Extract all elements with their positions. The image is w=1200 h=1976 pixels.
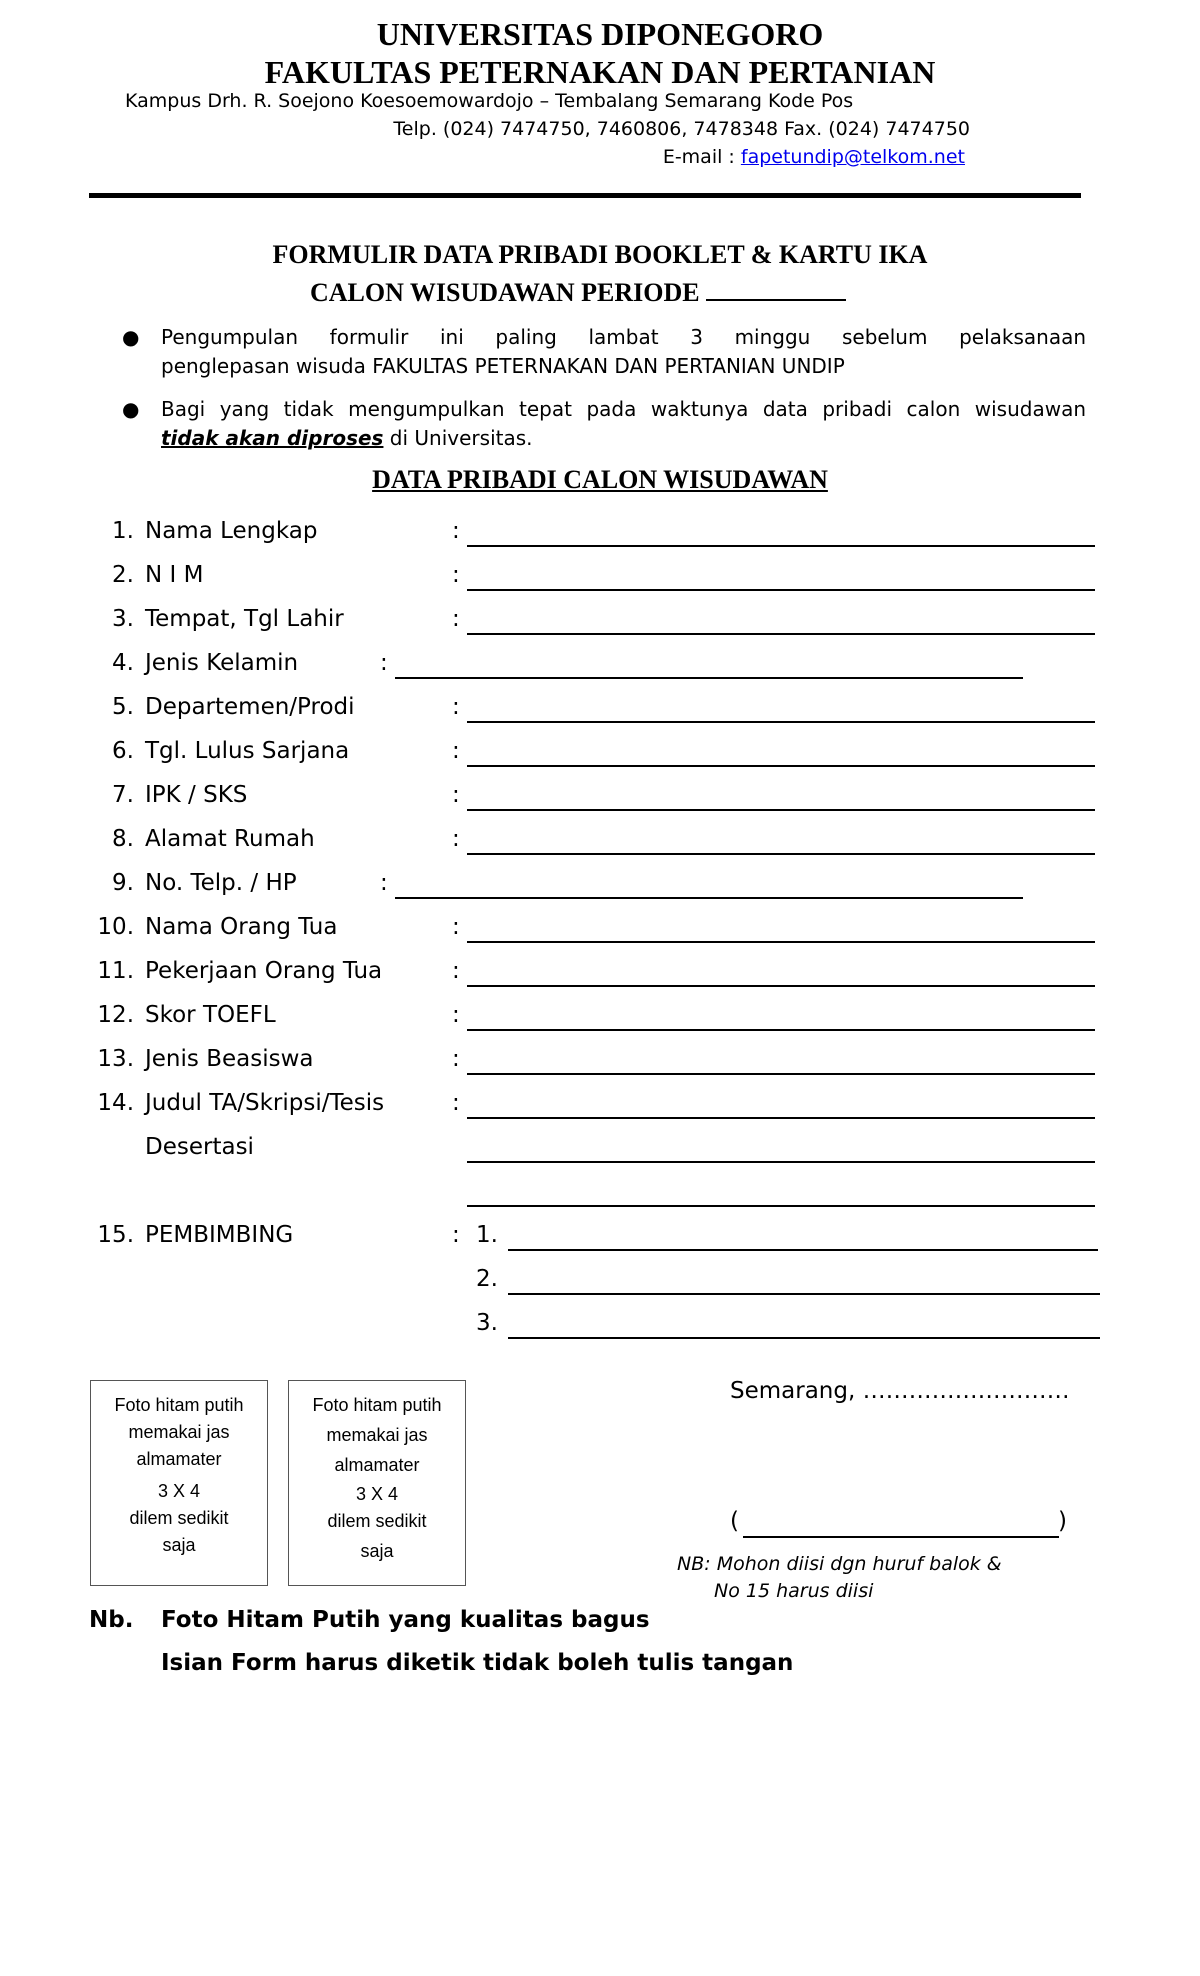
- note-rest: di Universitas.: [383, 426, 533, 450]
- field-number: 9.: [112, 870, 134, 896]
- field-colon: :: [452, 606, 460, 632]
- field-colon: :: [452, 826, 460, 852]
- form-title: FORMULIR DATA PRIBADI BOOKLET & KARTU IKA: [272, 240, 928, 269]
- telp-hp-field[interactable]: [395, 897, 1023, 899]
- tempat-tgl-lahir-field[interactable]: [467, 633, 1095, 635]
- alamat-rumah-field[interactable]: [467, 853, 1095, 855]
- judul-ta-field-line-3[interactable]: [467, 1205, 1095, 1207]
- field-colon: :: [452, 1002, 460, 1028]
- field-number: 13.: [97, 1046, 134, 1072]
- place-date: Semarang, ………………………: [730, 1378, 1070, 1404]
- field-label-jenis-beasiswa: Jenis Beasiswa: [145, 1046, 314, 1072]
- pembimbing-number: 3.: [476, 1310, 498, 1336]
- judul-ta-field-line-2[interactable]: [467, 1161, 1095, 1163]
- field-colon: :: [452, 958, 460, 984]
- pembimbing-number: 1.: [476, 1222, 498, 1248]
- photo-note-line: 3 X 4: [355, 1484, 399, 1504]
- field-number: 6.: [112, 738, 134, 764]
- photo-note-line: almamater: [136, 1449, 222, 1469]
- field-number: 2.: [112, 562, 134, 588]
- note-line: Bagi yang tidak mengumpulkan tepat pada waktunya data pribadi calon wisudawan: [161, 397, 1086, 421]
- fill-instruction: NB: Mohon diisi dgn huruf balok &: [677, 1553, 1002, 1575]
- form-subtitle-text: CALON WISUDAWAN PERIODE: [310, 278, 700, 307]
- photo-placeholder-box: [90, 1380, 268, 1586]
- email-label: E-mail :: [662, 146, 741, 168]
- note-line: [161, 424, 1086, 453]
- photo-note-line: saja: [162, 1535, 196, 1555]
- field-number: 8.: [112, 826, 134, 852]
- pembimbing-number: 2.: [476, 1266, 498, 1292]
- note-emphasis: tidak akan diproses: [161, 426, 384, 450]
- field-colon: :: [452, 782, 460, 808]
- field-label-departemen-prodi: Departemen/Prodi: [145, 694, 355, 720]
- photo-note-line: almamater: [334, 1455, 420, 1475]
- field-number: 12.: [97, 1002, 134, 1028]
- footer-note: Isian Form harus diketik tidak boleh tulis tangan: [161, 1650, 794, 1676]
- field-label-tempat-tgl-lahir: Tempat, Tgl Lahir: [145, 606, 344, 632]
- field-label-jenis-kelamin: Jenis Kelamin: [145, 650, 299, 676]
- photo-note-line: memakai jas: [326, 1425, 428, 1445]
- field-colon: :: [452, 1046, 460, 1072]
- nim-field[interactable]: [467, 589, 1095, 591]
- field-label-tgl-lulus: Tgl. Lulus Sarjana: [145, 738, 350, 764]
- field-colon: :: [452, 1090, 460, 1116]
- field-number: 3.: [112, 606, 134, 632]
- signature-field[interactable]: [743, 1536, 1059, 1538]
- field-number: 11.: [97, 958, 134, 984]
- periode-blank[interactable]: [706, 275, 846, 301]
- section-title: DATA PRIBADI CALON WISUDAWAN: [372, 465, 828, 494]
- field-label-nim: N I M: [145, 562, 204, 588]
- photo-note-line: memakai jas: [128, 1422, 230, 1442]
- university-name: UNIVERSITAS DIPONEGORO: [376, 16, 824, 52]
- header-divider: [89, 193, 1081, 198]
- email-line: [663, 146, 965, 168]
- photo-note-line: Foto hitam putih: [312, 1395, 442, 1415]
- note-line: Pengumpulan formulir ini paling lambat 3 minggu sebelum pelaksanaan: [161, 325, 1086, 349]
- jenis-kelamin-field[interactable]: [395, 677, 1023, 679]
- pekerjaan-orang-tua-field[interactable]: [467, 985, 1095, 987]
- field-colon: :: [452, 694, 460, 720]
- field-colon: :: [452, 914, 460, 940]
- field-number: 4.: [112, 650, 134, 676]
- signature-paren-close: ): [1058, 1508, 1067, 1534]
- departemen-prodi-field[interactable]: [467, 721, 1095, 723]
- field-colon: :: [380, 870, 388, 896]
- field-number: 7.: [112, 782, 134, 808]
- field-label-nama-lengkap: Nama Lengkap: [145, 518, 318, 544]
- field-number: 5.: [112, 694, 134, 720]
- email-link[interactable]: fapetundip@telkom.net: [740, 146, 965, 168]
- field-colon: :: [452, 518, 460, 544]
- signature-paren-open: (: [730, 1508, 739, 1534]
- field-label-nama-orang-tua: Nama Orang Tua: [145, 914, 338, 940]
- field-label-pekerjaan-orang-tua: Pekerjaan Orang Tua: [145, 958, 383, 984]
- note-item-late: [161, 395, 1086, 453]
- nama-lengkap-field[interactable]: [467, 545, 1095, 547]
- skor-toefl-field[interactable]: [467, 1029, 1095, 1031]
- field-number: 10.: [97, 914, 134, 940]
- form-subtitle: [310, 275, 846, 308]
- faculty-name: FAKULTAS PETERNAKAN DAN PERTANIAN: [264, 54, 936, 90]
- pembimbing-3-field[interactable]: [508, 1337, 1100, 1339]
- footer-note: Foto Hitam Putih yang kualitas bagus: [161, 1607, 650, 1633]
- nama-orang-tua-field[interactable]: [467, 941, 1095, 943]
- field-number: 14.: [97, 1090, 134, 1116]
- jenis-beasiswa-field[interactable]: [467, 1073, 1095, 1075]
- photo-note-line: Foto hitam putih: [114, 1395, 244, 1415]
- campus-address: Kampus Drh. R. Soejono Koesoemowardojo – Tembalang Semarang Kode Pos: [125, 90, 854, 112]
- pembimbing-2-field[interactable]: [508, 1293, 1100, 1295]
- field-colon: :: [380, 650, 388, 676]
- field-label-pembimbing: PEMBIMBING: [145, 1222, 294, 1248]
- photo-note-line: dilem sedikit: [327, 1511, 427, 1531]
- footer-label: Nb.: [89, 1607, 134, 1633]
- bullet-icon: ●: [122, 397, 140, 421]
- field-colon: :: [452, 738, 460, 764]
- tgl-lulus-field[interactable]: [467, 765, 1095, 767]
- photo-placeholder-box: [288, 1380, 466, 1586]
- photo-note-line: saja: [360, 1541, 394, 1561]
- fill-instruction: No 15 harus diisi: [714, 1580, 874, 1602]
- field-label-judul-ta: Judul TA/Skripsi/Tesis: [145, 1090, 385, 1116]
- field-label-desertasi: Desertasi: [145, 1134, 254, 1160]
- field-colon: :: [452, 562, 460, 588]
- photo-note-line: 3 X 4: [157, 1481, 201, 1501]
- field-label-skor-toefl: Skor TOEFL: [145, 1002, 276, 1028]
- field-label-alamat-rumah: Alamat Rumah: [145, 826, 315, 852]
- field-number: 15.: [97, 1222, 134, 1248]
- photo-note-line: dilem sedikit: [129, 1508, 229, 1528]
- phone-fax: Telp. (024) 7474750, 7460806, 7478348 Fax. (024) 7474750: [393, 118, 970, 140]
- note-line: penglepasan wisuda FAKULTAS PETERNAKAN DAN PERTANIAN UNDIP: [161, 354, 845, 378]
- bullet-icon: ●: [122, 325, 140, 349]
- note-item-submission: [161, 323, 1086, 381]
- field-number: 1.: [112, 518, 134, 544]
- judul-ta-field-line-1[interactable]: [467, 1117, 1095, 1119]
- field-colon: :: [452, 1222, 460, 1248]
- field-label-ipk-sks: IPK / SKS: [145, 782, 248, 808]
- field-label-telp-hp: No. Telp. / HP: [145, 870, 297, 896]
- pembimbing-1-field[interactable]: [508, 1249, 1098, 1251]
- ipk-sks-field[interactable]: [467, 809, 1095, 811]
